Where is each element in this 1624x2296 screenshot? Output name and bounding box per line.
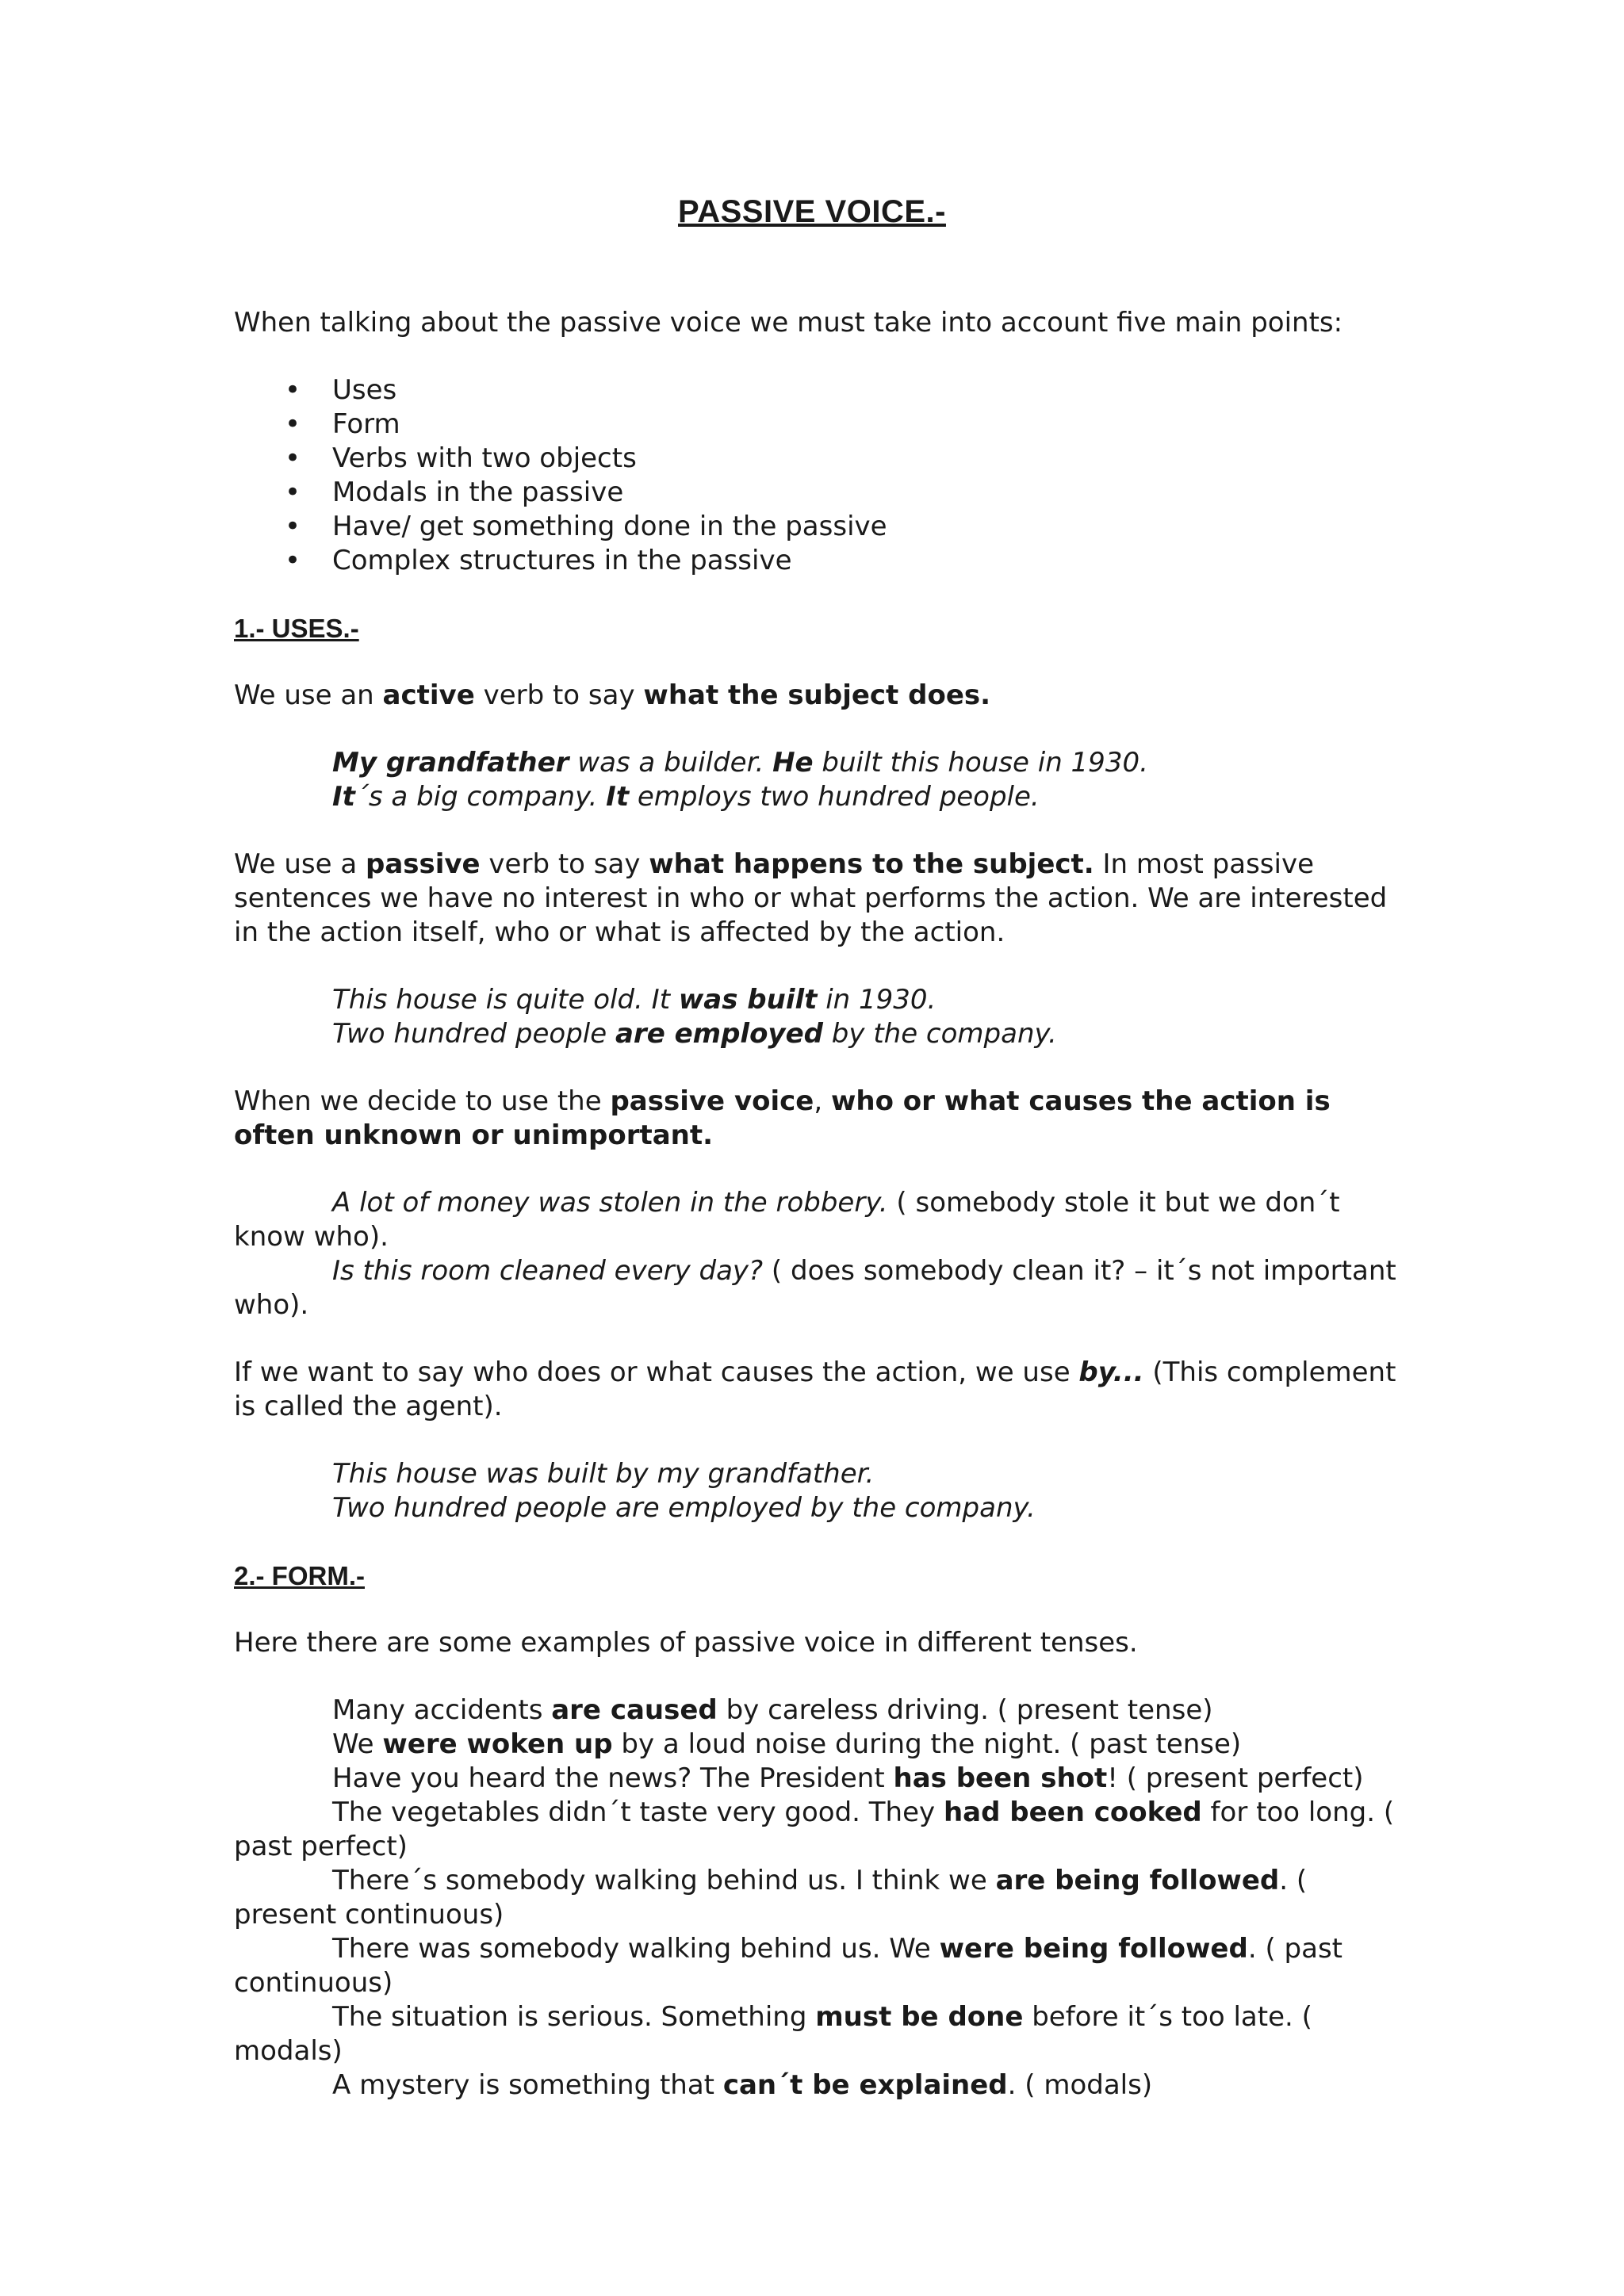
list-item: • Verbs with two objects: [332, 442, 1408, 476]
example-line: The vegetables didn´t taste very good. They had been cooked for too long. ( past perfect): [234, 1797, 1395, 1862]
example-line: We were woken up by a loud noise during the night. ( past tense): [332, 1728, 1242, 1760]
example-line: A lot of money was stolen in the robbery. ( somebody stole it but we don´t know who).: [234, 1187, 1340, 1253]
example-line: My grandfather was a builder. He built this house in 1930.: [332, 747, 1148, 779]
example-line: There was somebody walking behind us. We were being followed. ( past continuous): [234, 1933, 1342, 1999]
main-points-list: [234, 373, 1408, 578]
unknown-agent-examples: [234, 1186, 1408, 1322]
agent-examples: [234, 1457, 1408, 1525]
document-body: [234, 306, 1408, 2136]
example-line: It´s a big company. It employs two hundred people.: [332, 781, 1040, 813]
agent-paragraph: If we want to say who does or what causes the action, we use by... (This complement is called the agent).: [234, 1357, 1396, 1422]
list-item: • Complex structures in the passive: [332, 544, 1408, 578]
form-heading: 2.- FORM.-: [234, 1561, 365, 1590]
list-item: • Modals in the passive: [332, 476, 1408, 510]
form-intro: Here there are some examples of passive voice in different tenses.: [234, 1627, 1138, 1659]
example-line: This house is quite old. It was built in 1930.: [332, 984, 936, 1016]
active-paragraph: We use an active verb to say what the subject does.: [234, 679, 991, 711]
example-line: Many accidents are caused by careless driving. ( present tense): [332, 1694, 1213, 1726]
active-examples: [234, 746, 1408, 814]
example-line: Two hundred people are employed by the company.: [332, 1492, 1036, 1524]
example-line: Have you heard the news? The President has been shot! ( present perfect): [332, 1762, 1364, 1794]
example-line: Two hundred people are employed by the company.: [332, 1018, 1057, 1050]
tense-examples: [234, 1693, 1408, 2103]
example-line: There´s somebody walking behind us. I think we are being followed. ( present continuous): [234, 1865, 1308, 1931]
list-item: • Form: [332, 408, 1408, 442]
intro-paragraph: When talking about the passive voice we must take into account five main points:: [234, 307, 1343, 339]
passive-paragraph: We use a passive verb to say what happens to the subject. In most passive sentences we have no interest in who or what performs the action. We are interested in the action itself, who or what is affected by the action.: [234, 848, 1388, 948]
example-line: This house was built by my grandfather.: [332, 1458, 875, 1490]
page-title: PASSIVE VOICE.-: [678, 194, 946, 229]
example-line: Is this room cleaned every day? ( does somebody clean it? – it´s not important who).: [234, 1255, 1396, 1321]
list-item: • Uses: [332, 373, 1408, 408]
decide-paragraph: When we decide to use the passive voice, who or what causes the action is often unknown or unimportant.: [234, 1085, 1331, 1151]
example-line: A mystery is something that can´t be explained. ( modals): [332, 2069, 1153, 2101]
passive-examples: [234, 983, 1408, 1051]
uses-heading: 1.- USES.-: [234, 614, 359, 643]
example-line: The situation is serious. Something must be done before it´s too late. ( modals): [234, 2001, 1312, 2067]
list-item: • Have/ get something done in the passive: [332, 510, 1408, 544]
